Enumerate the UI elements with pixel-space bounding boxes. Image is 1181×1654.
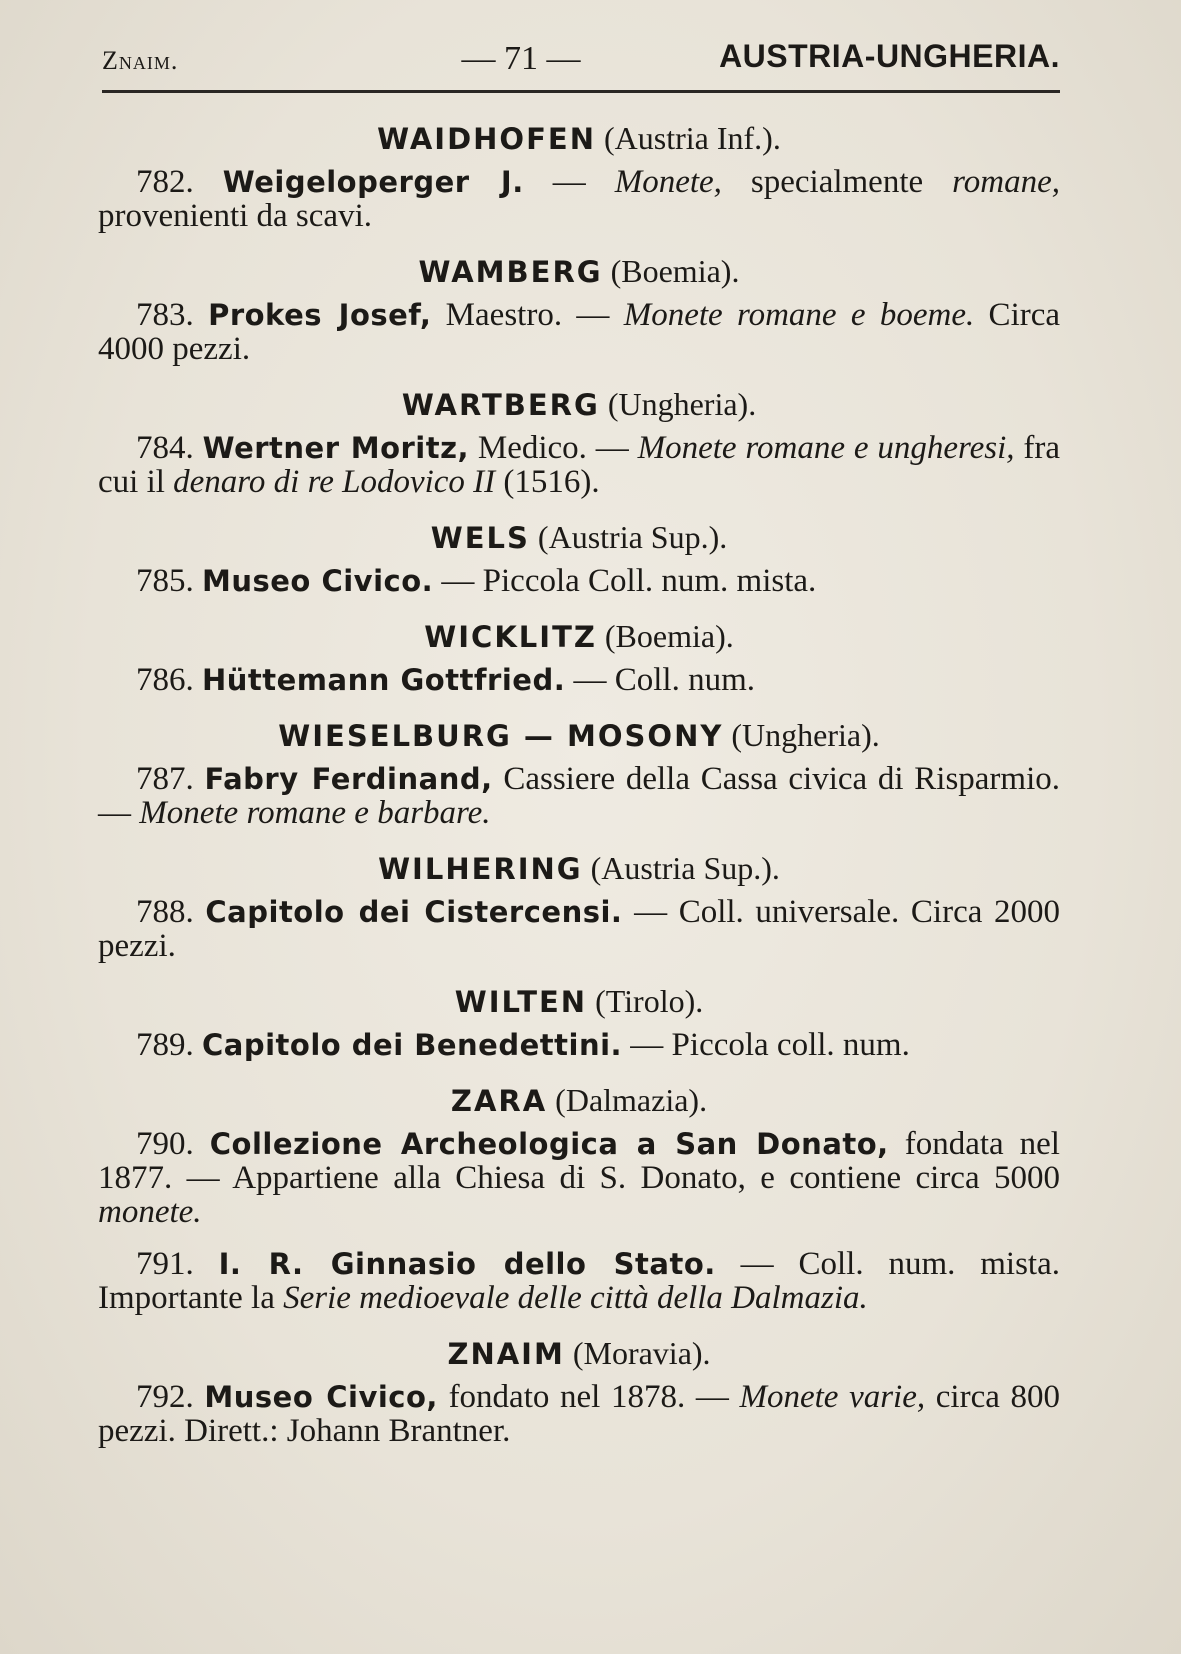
entry-text: provenienti da scavi. [98, 198, 372, 234]
place-region: (Boemia). [596, 618, 734, 654]
entry-text: Maestro. — [431, 297, 624, 333]
catalog-entry [98, 1247, 1060, 1315]
running-header [102, 32, 1060, 90]
entry-number: 788. [136, 894, 206, 930]
place-region: (Tirolo). [587, 983, 704, 1019]
catalog-entry [98, 1127, 1060, 1229]
entry-number: 789. [136, 1027, 202, 1063]
place-region: (Dalmazia). [547, 1082, 708, 1118]
catalog-entry [98, 1380, 1060, 1448]
entry-number: 792. [136, 1379, 205, 1415]
entry-number: 784. [136, 430, 203, 466]
entry-text: circa 800 pezzi. Dirett.: Johann Brantner. [98, 1379, 1061, 1449]
place-heading [98, 1333, 1060, 1374]
entry-number: 791. [136, 1246, 219, 1282]
place-section [98, 118, 1060, 233]
entry-text: (1516). [495, 464, 600, 500]
place-heading [98, 616, 1060, 657]
entry-italic-text: Serie medioevale delle città della Dalmazia. [283, 1280, 868, 1316]
catalog-entry [98, 663, 1060, 697]
entry-name: Fabry Ferdinand, [204, 762, 493, 796]
place-name: WAMBERG [418, 255, 603, 289]
place-name: ZNAIM [447, 1337, 565, 1371]
entry-name: Capitolo dei Cistercensi. [205, 895, 623, 929]
place-name: ZARA [450, 1084, 548, 1118]
entry-text: fondato nel 1878. — [437, 1379, 740, 1415]
place-region: (Austria Sup.). [529, 519, 728, 555]
entry-italic-text: romane, [952, 164, 1061, 200]
place-section [98, 1080, 1060, 1315]
header-country: AUSTRIA-UNGHERIA. [719, 38, 1060, 74]
entry-name: Weigeloperger J. [222, 165, 524, 199]
entry-number: 783. [136, 297, 209, 333]
entry-number: 782. [136, 164, 223, 200]
entry-italic-text: Monete romane e boeme. [623, 297, 975, 333]
entry-text: Medico. — [469, 430, 638, 466]
entry-text: — Piccola Coll. num. mista. [433, 563, 817, 599]
entry-name: Capitolo dei Benedettini. [202, 1028, 623, 1062]
place-name: WILTEN [454, 985, 588, 1019]
entry-name: Prokes Josef, [208, 298, 432, 332]
place-section [98, 517, 1060, 598]
place-heading [98, 118, 1060, 159]
catalog-body [98, 118, 1060, 1466]
place-heading [98, 517, 1060, 558]
entry-text: fondata nel 1877. — Appartiene alla Chiesa di S. Donato, e contiene circa 5000 [98, 1126, 1060, 1196]
place-name: WICKLITZ [424, 620, 597, 654]
entry-italic-text: Monete romane e ungheresi, [637, 430, 1015, 466]
place-heading [98, 848, 1060, 889]
place-region: (Boemia). [602, 253, 740, 289]
place-region: (Moravia). [564, 1335, 711, 1371]
place-name: WIESELBURG — MOSONY [278, 719, 724, 753]
entry-name: I. R. Ginnasio dello Stato. [218, 1247, 716, 1281]
place-region: (Ungheria). [599, 386, 757, 422]
entry-number: 785. [136, 563, 202, 599]
entry-name: Museo Civico, [204, 1380, 438, 1414]
entry-text: — Coll. num. [565, 662, 756, 698]
place-region: (Ungheria). [723, 717, 880, 753]
catalog-entry [98, 1028, 1060, 1062]
entry-text: fra cui il [98, 430, 1061, 500]
place-name: WILHERING [378, 852, 583, 886]
entry-italic-text: Monete romane e barbare. [139, 795, 491, 831]
entry-italic-text: denaro di re Lodovico II [173, 464, 496, 500]
header-section-name: Znaim. [102, 46, 179, 75]
catalog-entry [98, 762, 1060, 830]
entry-text: specialmente [721, 164, 953, 200]
entry-italic-text: monete. [98, 1194, 202, 1230]
place-section [98, 384, 1060, 499]
catalog-entry [98, 298, 1060, 366]
entry-italic-text: Monete varie, [739, 1379, 926, 1415]
place-section [98, 848, 1060, 963]
place-name: WAIDHOFEN [377, 122, 596, 156]
place-region: (Austria Sup.). [582, 850, 780, 886]
place-heading [98, 981, 1060, 1022]
entry-name: Museo Civico. [202, 564, 434, 598]
entry-text: Cassiere della Cassa civica di Risparmio. — [98, 761, 1061, 831]
entry-name: Hüttemann Gottfried. [202, 663, 566, 697]
place-heading [98, 384, 1060, 425]
place-section [98, 1333, 1060, 1448]
place-region: (Austria Inf.). [595, 120, 781, 156]
place-section [98, 251, 1060, 366]
entry-text: — Coll. universale. Circa 2000 pezzi. [98, 894, 1061, 964]
entry-text: — Piccola coll. num. [622, 1027, 910, 1063]
entry-text: — [523, 164, 615, 200]
place-heading [98, 1080, 1060, 1121]
entry-text: — Coll. num. mista. Importante la [98, 1246, 1060, 1316]
entry-number: 787. [136, 761, 205, 797]
entry-italic-text: Monete, [614, 164, 722, 200]
catalog-entry [98, 895, 1060, 963]
entry-number: 790. [136, 1126, 210, 1162]
entry-name: Collezione Archeologica a San Donato, [209, 1127, 889, 1161]
place-name: WARTBERG [401, 388, 600, 422]
place-section [98, 616, 1060, 697]
entry-number: 786. [136, 662, 202, 698]
place-heading [98, 715, 1060, 756]
entry-text: Circa 4000 pezzi. [98, 297, 1061, 367]
place-section [98, 715, 1060, 830]
entry-name: Wertner Moritz, [202, 431, 469, 465]
page-number: — 71 — [461, 40, 581, 77]
catalog-entry [98, 165, 1060, 233]
header-rule [102, 90, 1060, 93]
place-heading [98, 251, 1060, 292]
place-name: WELS [430, 521, 530, 555]
catalog-entry [98, 431, 1060, 499]
place-section [98, 981, 1060, 1062]
catalog-entry [98, 564, 1060, 598]
